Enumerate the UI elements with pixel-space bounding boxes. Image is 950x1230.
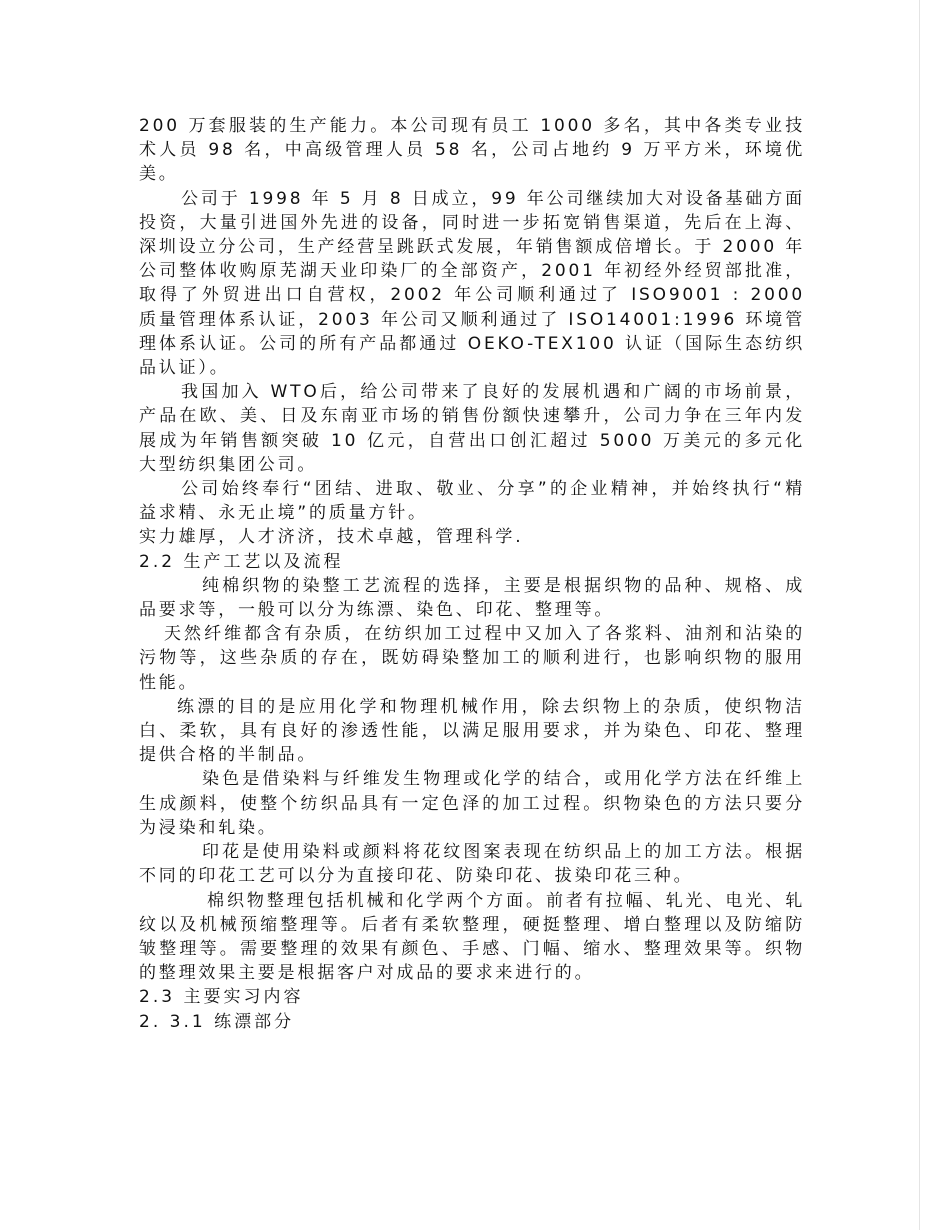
paragraph-finishing: 棉织物整理包括机械和化学两个方面。前者有拉幅、轧光、电光、轧纹以及机械预缩整理等。后者有柔软整理，硬挺整理、增白整理以及防缩防皱整理等。需要整理的效果有颜色、手感、门幅、缩水、整理效果等。织物的整理效果主要是根据客户对成品的要求来进行的。 bbox=[139, 890, 805, 984]
paragraph-process-selection: 纯棉织物的染整工艺流程的选择，主要是根据织物的品种、规格、成品要求等，一般可以分为练漂、染色、印花、整理等。 bbox=[139, 575, 805, 621]
paragraph-scouring-bleaching: 练漂的目的是应用化学和物理机械作用，除去织物上的杂质，使织物洁白、柔软，具有良好的渗透性能，以满足服用要求，并为染色、印花、整理提供合格的半制品。 bbox=[139, 696, 805, 766]
section-heading-2-2: 2.2 生产工艺以及流程 bbox=[139, 551, 344, 572]
section-heading-2-3-1: 2. 3.1 练漂部分 bbox=[139, 1011, 295, 1032]
section-heading-2-3: 2.3 主要实习内容 bbox=[139, 987, 304, 1008]
document-body bbox=[139, 114, 805, 1034]
paragraph-printing: 印花是使用染料或颜料将花纹图案表现在纺织品上的加工方法。根据不同的印花工艺可以分为直接印花、防染印花、拔染印花三种。 bbox=[139, 842, 805, 887]
paragraph-wto-prospects: 我国加入 WTO后，给公司带来了良好的发展机遇和广阔的市场前景，产品在欧、美、日及东南亚市场的销售份额快速攀升，公司力争在三年内发展成为年销售额突破 10 亿元，自营出口创汇超过 5000 万美元的多元化大型纺织集团公司。 bbox=[139, 382, 805, 475]
paragraph-capacity-staff: 200 万套服装的生产能力。本公司现有员工 1000 多名，其中各类专业技术人员 98 名，中高级管理人员 58 名，公司占地约 9 万平方米，环境优美。 bbox=[139, 116, 805, 185]
paragraph-dyeing: 染色是借染料与纤维发生物理或化学的结合，或用化学方法在纤维上生成颜料，使整个纺织品具有一定色泽的加工过程。织物染色的方法只要分为浸染和轧染。 bbox=[139, 769, 805, 838]
page-edge-line bbox=[919, 0, 920, 1230]
paragraph-corporate-spirit: 公司始终奉行“团结、进取、敬业、分享”的企业精神，并始终执行“精益求精、永无止境”的质量方针。 bbox=[139, 479, 805, 524]
paragraph-company-history: 公司于 1998 年 5 月 8 日成立，99 年公司继续加大对设备基础方面投资，大量引进国外先进的设备，同时进一步拓宽销售渠道，先后在上海、深圳设立分公司，生产经营呈跳跃式发展，年销售额成倍增长。于 2000 年公司整体收购原芜湖天业印染厂的全部资产，2001 年初经外经贸部批准，取得了外贸进出口自营权，2002 年公司顺利通过了 ISO9001 : 2000 质量管理体系认证，2003 年公司又顺利通过了 ISO14001:1996 环境管理体系认证。公司的所有产品都通过 OEKO-TEX100 认证（国际生态纺织品认证）。 bbox=[139, 188, 805, 379]
paragraph-impurities: 天然纤维都含有杂质，在纺织加工过程中又加入了各浆料、油剂和沾染的污物等，这些杂质的存在，既妨碍染整加工的顺利进行，也影响织物的服用性能。 bbox=[139, 624, 805, 693]
paragraph-slogan: 实力雄厚，人才济济，技术卓越，管理科学. bbox=[139, 527, 524, 548]
